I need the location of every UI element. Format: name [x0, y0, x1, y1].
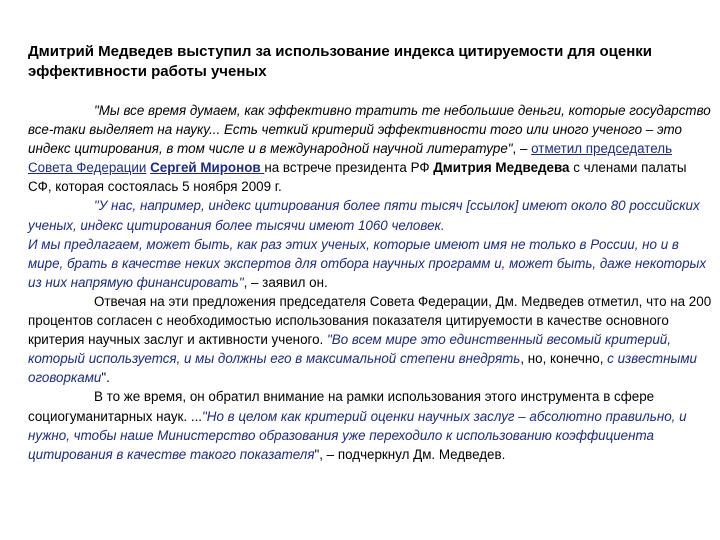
link-sergey-mironov[interactable]: Сергей Миронов	[150, 160, 265, 176]
document-title: Дмитрий Медведев выступил за использование индекса цитируемости для оценки эффективности работы ученых	[28, 43, 653, 80]
quote-medvedev-1: "Мы все время думаем, как эффективно тратить те небольшие деньги, которые государство все-таки выделяет на науку... Есть четкий критерий эффективности того или иного ученого – это индекс цитирования, в том числе и в международной научной литературе"	[28, 103, 711, 157]
text-emphasized: ", – подчеркнул Дм. Медведев.	[314, 446, 506, 462]
text-separator: , –	[512, 141, 532, 157]
text-medvedev-name: Дмитрия Медведева	[433, 160, 570, 176]
text-meeting-date: с членами палаты СФ, которая состоялась 5 ноября 2009 г.	[28, 160, 687, 195]
text-quote-close: ".	[101, 370, 110, 386]
text-said-he: , – заявил он.	[243, 274, 328, 290]
text-response: Отвечая на эти предложения председателя Совета Федерации, Дм. Медведев отметил, что на 200 процентов согласен с необходимостью использования показателя цитируемости в качестве основного критерия научных заслуг и активности ученого.	[28, 293, 712, 348]
paragraph-2b	[28, 235, 712, 292]
paragraph-2	[28, 196, 712, 234]
quote-known-reservations: с известными оговорками	[28, 351, 697, 386]
quote-weighty-criterion: "Во всем мире это единственный весомый критерий, который используется, и мы должны его в максимальной степени внедрять	[28, 332, 671, 367]
text-humanities-limits: В то же время, он обратил внимание на рамки использования этого инструмента в сфере социогуманитарных наук. ...	[28, 389, 655, 424]
quote-citation-figures: "У нас, например, индекс цитирования более пяти тысяч [ссылок] имеют около 80 российских ученых, индекс цитирования более тысячи имеют 1060 человек.	[28, 198, 700, 233]
quote-experts-proposal: И мы предлагаем, может быть, как раз этих ученых, которые имеют имя не только в России, но и в мире, брать в качестве неких экспертов для отбора научных программ и, может быть, даже некоторых из них напрямую финансировать"	[28, 236, 707, 290]
quote-ministry-transition: "Но в целом как критерий оценки научных заслуг – абсолютно правильно, и нужно, чтобы наше Министерство образования уже переходило к использованию коэффициента цитирования в качестве такого показателя	[28, 408, 687, 462]
document-body	[28, 101, 712, 464]
paragraph-1	[28, 101, 712, 196]
paragraph-4	[28, 387, 712, 463]
link-federation-council-chairman[interactable]: отметил председатель Совета Федерации	[28, 141, 673, 176]
text-meeting: на встрече президента РФ	[264, 160, 434, 176]
text-but-of-course: , но, конечно,	[520, 351, 608, 367]
paragraph-3	[28, 292, 712, 387]
